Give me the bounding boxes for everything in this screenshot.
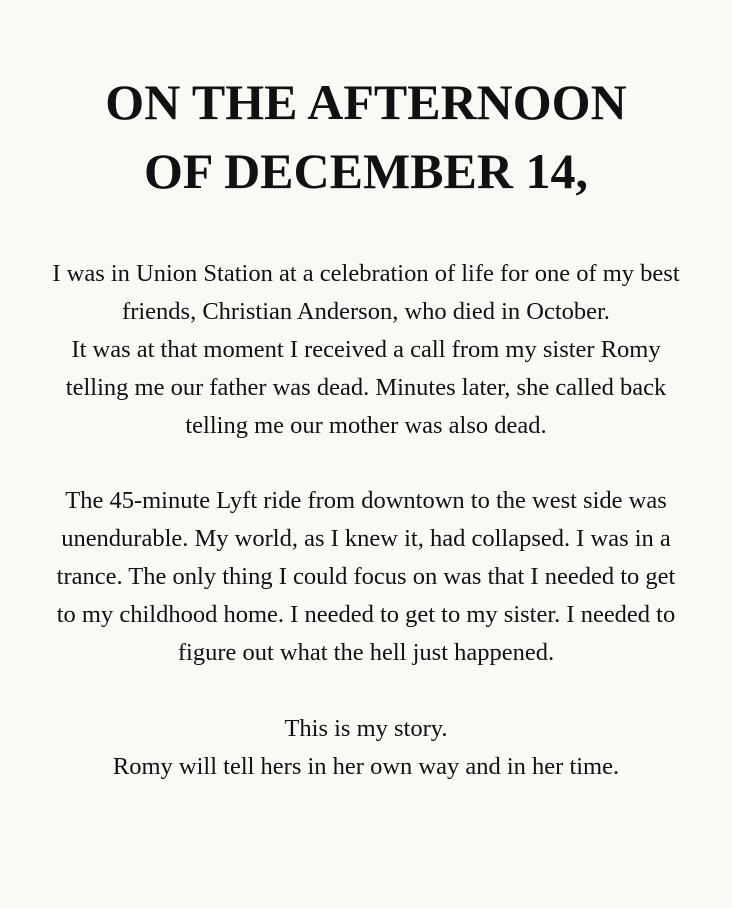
title-line: ON THE AFTERNOON [105,74,627,130]
text-line: telling me our mother was also dead. [185,412,547,439]
paragraph-my-story [0,710,732,786]
text-line: unendurable. My world, as I knew it, had collapsed. I was in a [61,525,671,552]
title-line: OF DECEMBER 14, [144,143,588,199]
text-line: friends, Christian Anderson, who died in October. [122,298,610,325]
text-line: This is my story. [284,715,448,742]
paragraph-union-station [0,255,732,445]
text-line: The 45-minute Lyft ride from downtown to the west side was [65,487,667,514]
text-line: I was in Union Station at a celebration of life for one of my best [52,260,680,287]
text-line: Romy will tell hers in her own way and in her time. [112,753,620,780]
text-line: trance. The only thing I could focus on was that I needed to get [56,563,676,590]
text-line: It was at that moment I received a call from my sister Romy [71,336,661,363]
text-line: telling me our father was dead. Minutes later, she called back [65,374,667,401]
text-line: figure out what the hell just happened. [177,639,555,666]
text-line: to my childhood home. I needed to get to my sister. I needed to [56,601,676,628]
paragraph-lyft-ride [0,482,732,672]
page-title [0,68,732,206]
